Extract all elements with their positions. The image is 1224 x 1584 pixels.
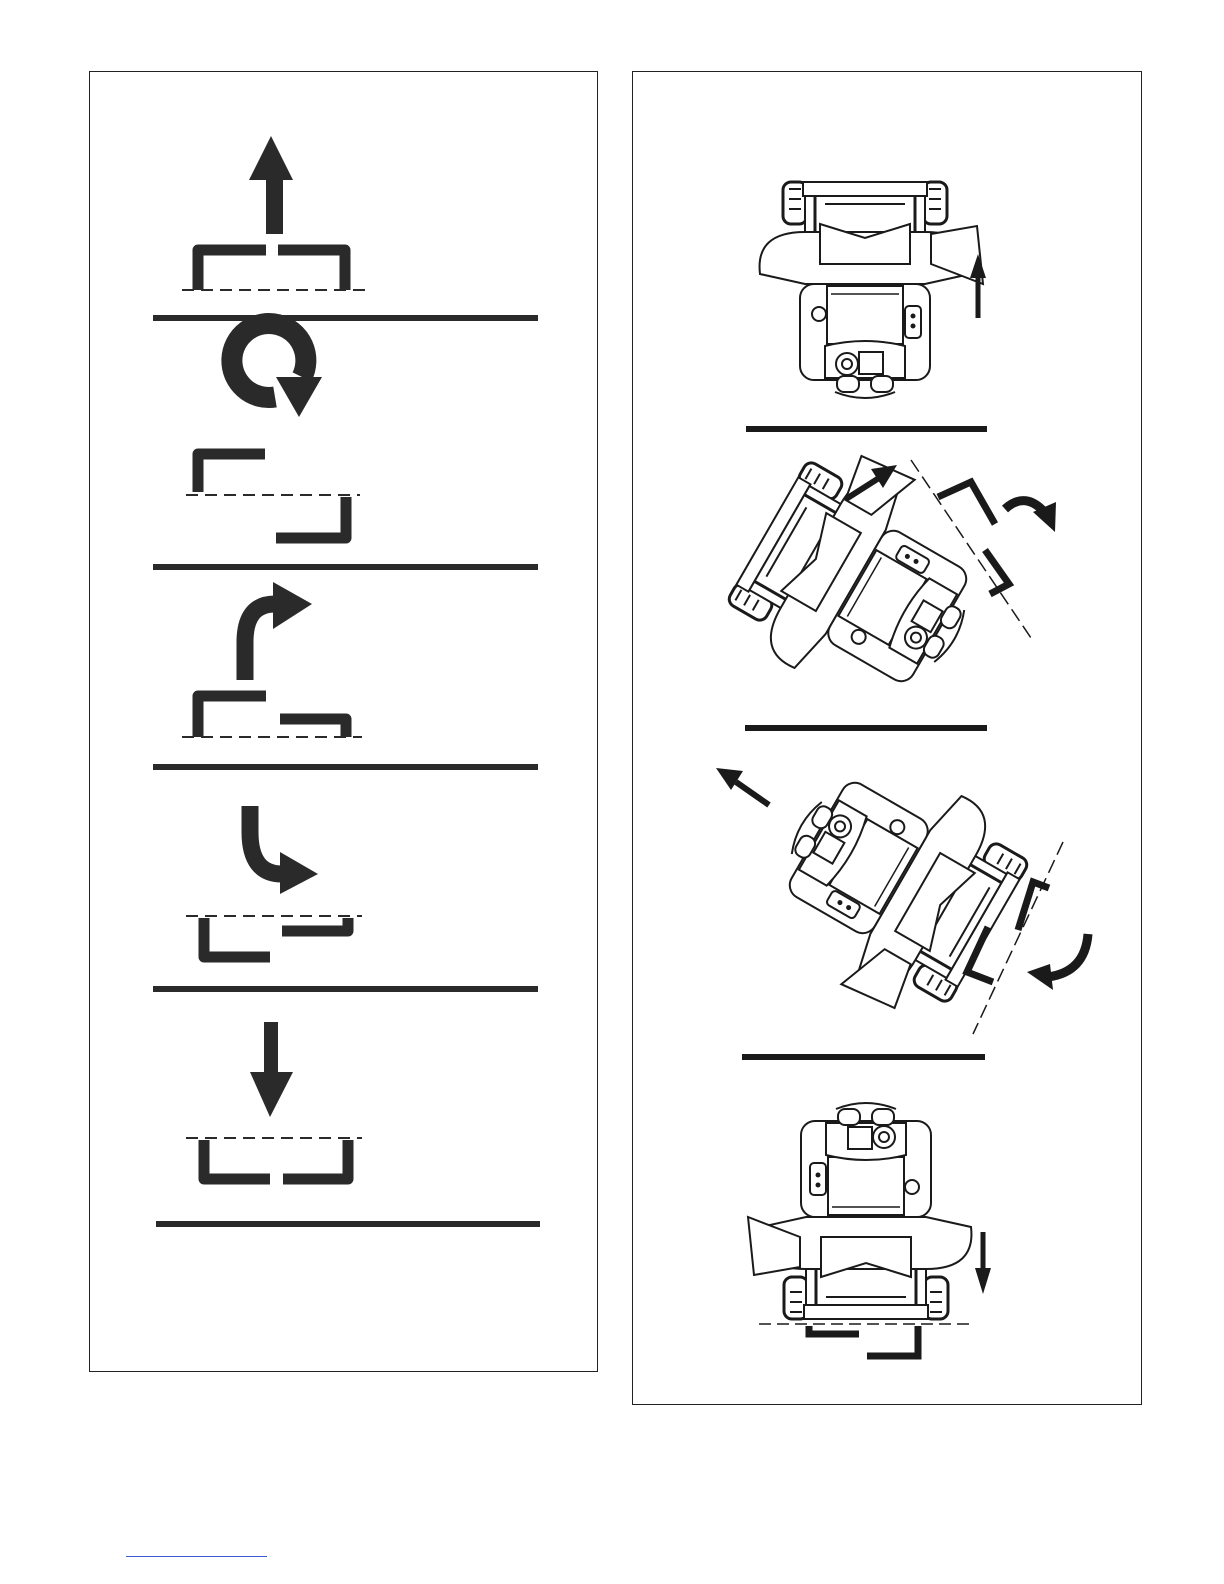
divider-line — [742, 1054, 985, 1060]
right-mower-panel — [632, 71, 1142, 1405]
step-2-rotate — [153, 324, 538, 570]
divider-line — [153, 764, 538, 770]
reverse-curve-arrow-icon — [250, 806, 318, 894]
tracks-backward-icon — [186, 1138, 362, 1179]
divider-line — [156, 1221, 540, 1227]
step-3-turn — [153, 582, 538, 770]
divider-line — [745, 725, 987, 731]
step-1-straight — [153, 136, 538, 321]
tracks-offset-icon — [186, 454, 360, 538]
step-5-backward — [156, 1022, 540, 1227]
divider-line — [746, 426, 987, 432]
mower-top-view-icon — [715, 429, 1014, 731]
divider-line — [153, 564, 538, 570]
straight-down-arrow-icon — [250, 1022, 293, 1117]
left-steps-panel — [89, 71, 598, 1372]
clockwise-turn-arrow-icon — [1005, 501, 1056, 532]
divider-line — [153, 315, 538, 321]
right-mower-drawing — [633, 72, 1143, 1406]
divider-line — [153, 986, 538, 992]
tracks-parallel-icon — [182, 250, 365, 290]
mower-top-view-icon — [760, 182, 983, 398]
tracks-backward-icon — [809, 1326, 918, 1356]
tracks-reversed-icon — [186, 916, 362, 957]
tracks-staggered-icon — [182, 696, 362, 737]
counterclockwise-turn-arrow-icon — [1027, 934, 1088, 990]
backward-arrow-icon — [975, 1232, 991, 1294]
mower-top-view-icon — [748, 1103, 971, 1319]
right-step-1-forward — [746, 182, 987, 432]
straight-up-arrow-icon — [249, 136, 293, 234]
right-step-2-pivot — [715, 429, 1056, 731]
clockwise-rotate-arrow-icon — [232, 324, 322, 417]
reverse-angled-arrow-icon — [716, 768, 769, 805]
left-steps-drawing — [90, 72, 599, 1373]
right-step-4-backward — [748, 1103, 991, 1356]
right-step-3-reverse — [716, 734, 1088, 1060]
footer-link-underline — [126, 1556, 267, 1557]
mower-top-view-icon — [743, 734, 1042, 1036]
turn-right-arrow-icon — [245, 582, 312, 680]
step-4-reverse — [153, 806, 538, 992]
